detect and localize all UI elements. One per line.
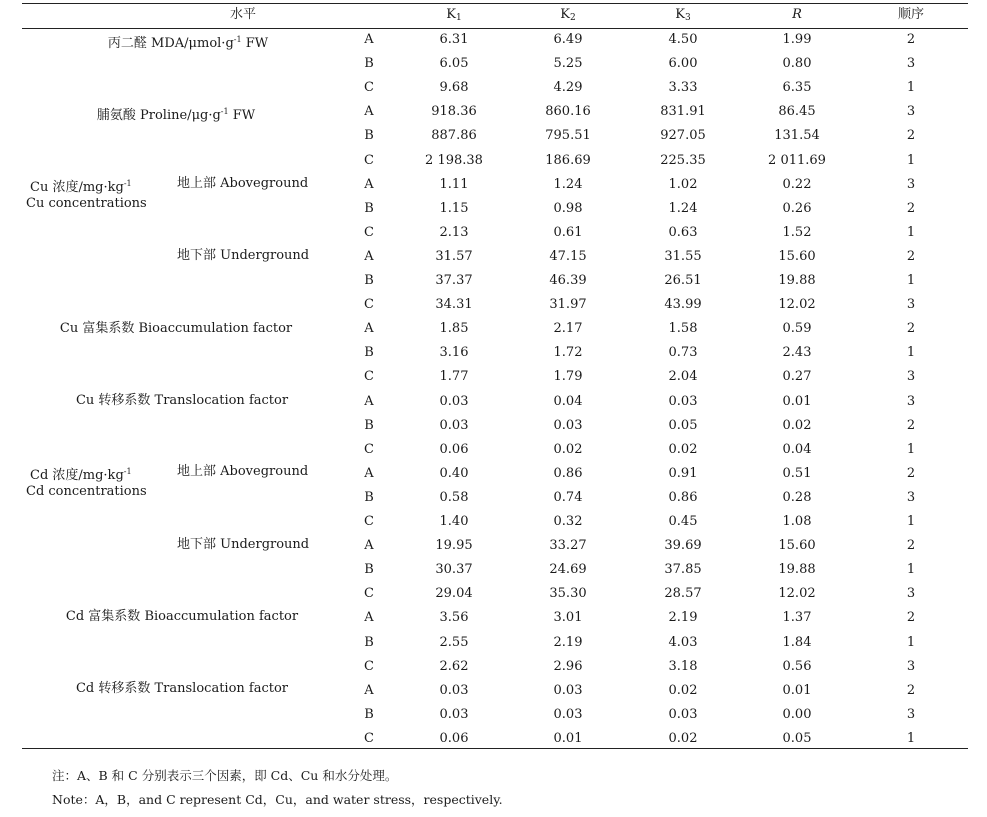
r-cell: 0.26	[782, 200, 812, 216]
table-note-en: Note：A，B，and C represent Cd，Cu，and water stress，respectively.	[52, 792, 503, 807]
header-k1-subscript: 1	[455, 13, 462, 23]
factor-cell: A	[364, 176, 374, 192]
order-cell: 3	[906, 104, 916, 120]
r-cell: 19.88	[778, 562, 816, 578]
group-label-mda-tail: FW	[241, 36, 269, 51]
group-label-cd-translocation: Cd 转移系数 Translocation factor	[75, 681, 289, 696]
factor-cell: C	[364, 152, 374, 168]
table-bottom-rule	[22, 748, 968, 749]
table-top-rule	[22, 3, 968, 4]
k2-cell: 46.39	[549, 273, 587, 288]
k2-cell: 0.01	[553, 730, 583, 746]
k2-cell: 3.01	[553, 610, 583, 626]
k3-cell: 0.03	[668, 706, 698, 722]
factor-cell: B	[364, 562, 374, 578]
order-cell: 2	[906, 200, 916, 216]
order-cell: 1	[906, 345, 916, 361]
group-label-cu-concentration	[30, 176, 132, 196]
k2-cell: 0.86	[553, 465, 583, 481]
k3-cell: 0.03	[668, 393, 698, 409]
r-cell: 0.01	[782, 393, 812, 409]
group-label-cu-translocation: Cu 转移系数 Translocation factor	[75, 393, 289, 408]
k3-cell: 0.02	[668, 682, 698, 698]
order-cell: 2	[906, 682, 916, 698]
k3-cell: 1.02	[668, 176, 698, 192]
r-cell: 15.60	[778, 248, 816, 264]
r-cell: 1.37	[782, 610, 812, 626]
factor-cell: A	[364, 465, 374, 481]
factor-cell: B	[364, 273, 374, 288]
k1-cell: 0.03	[439, 417, 469, 433]
k3-cell: 6.00	[668, 56, 698, 72]
group-label-mda	[108, 32, 268, 52]
group-label-cu-bioaccumulation: Cu 富集系数 Bioaccumulation factor	[59, 321, 293, 336]
factor-cell: A	[364, 104, 374, 120]
order-cell: 1	[906, 562, 916, 578]
k3-cell: 0.45	[668, 514, 698, 529]
factor-cell: B	[364, 489, 374, 505]
k2-cell: 0.04	[553, 393, 583, 409]
k3-cell: 0.02	[668, 730, 698, 746]
factor-cell: C	[364, 224, 374, 240]
k2-cell: 6.49	[553, 32, 583, 47]
factor-cell: B	[364, 634, 374, 650]
k2-cell: 33.27	[549, 538, 587, 554]
header-k3-letter: K	[675, 7, 685, 22]
k2-cell: 31.97	[549, 297, 587, 313]
r-cell: 2 011.69	[768, 152, 826, 168]
factor-cell: A	[364, 248, 374, 264]
group-label-cd-concentration-en: Cd concentrations	[26, 484, 147, 499]
factor-cell: C	[364, 369, 374, 385]
order-cell: 2	[906, 128, 916, 144]
order-cell: 3	[906, 586, 916, 602]
factor-cell: B	[364, 417, 374, 433]
r-cell: 15.60	[778, 538, 816, 554]
order-cell: 1	[906, 441, 916, 457]
k3-cell: 31.55	[664, 248, 702, 264]
r-cell: 0.28	[782, 489, 812, 505]
k2-cell: 2.17	[553, 321, 583, 337]
r-cell: 0.56	[782, 658, 812, 674]
factor-cell: A	[364, 682, 374, 698]
group-label-cd-concentration-sup: -1	[123, 467, 132, 476]
factor-cell: A	[364, 610, 374, 626]
header-k2	[560, 7, 575, 26]
header-k3	[675, 7, 690, 26]
k2-cell: 2.96	[553, 658, 583, 674]
k3-cell: 2.04	[668, 369, 698, 385]
group-label-proline-tail: FW	[228, 108, 256, 123]
k1-cell: 1.15	[439, 200, 469, 216]
r-cell: 1.52	[782, 224, 812, 240]
sub-label-cu-aboveground: 地上部 Aboveground	[177, 176, 309, 191]
order-cell: 1	[906, 634, 916, 650]
r-cell: 12.02	[778, 586, 816, 602]
sub-label-cd-aboveground: 地上部 Aboveground	[177, 464, 309, 479]
order-cell: 3	[906, 706, 916, 722]
factor-cell: B	[364, 345, 374, 361]
r-cell: 131.54	[774, 128, 820, 144]
k1-cell: 2 198.38	[425, 152, 483, 168]
r-cell: 0.01	[782, 682, 812, 698]
r-cell: 19.88	[778, 273, 816, 288]
k1-cell: 1.40	[439, 514, 469, 529]
k3-cell: 1.24	[668, 200, 698, 216]
k1-cell: 31.57	[435, 248, 473, 264]
r-cell: 0.51	[782, 465, 812, 481]
group-label-cu-concentration-text: Cu 浓度/mg·kg	[30, 180, 124, 195]
group-label-cu-concentration-sup: -1	[123, 179, 132, 188]
header-k2-subscript: 2	[569, 13, 576, 23]
k1-cell: 0.06	[439, 730, 469, 746]
k1-cell: 887.86	[431, 128, 477, 144]
k1-cell: 1.11	[439, 176, 469, 192]
header-order: 顺序	[897, 7, 925, 22]
header-k1-letter: K	[446, 7, 456, 22]
factor-cell: B	[364, 56, 374, 72]
r-cell: 0.02	[782, 417, 812, 433]
factor-cell: C	[364, 730, 374, 746]
k1-cell: 6.05	[439, 56, 469, 72]
k3-cell: 0.91	[668, 465, 698, 481]
r-cell: 6.35	[782, 80, 812, 96]
header-k3-subscript: 3	[684, 13, 691, 23]
k3-cell: 3.33	[668, 80, 698, 96]
k1-cell: 0.03	[439, 706, 469, 722]
order-cell: 3	[906, 393, 916, 409]
k1-cell: 19.95	[435, 538, 473, 554]
k3-cell: 4.03	[668, 634, 698, 650]
k2-cell: 860.16	[545, 104, 591, 120]
r-cell: 0.22	[782, 176, 812, 192]
sub-label-cd-underground: 地下部 Underground	[177, 537, 310, 552]
factor-cell: C	[364, 514, 374, 529]
k2-cell: 0.02	[553, 441, 583, 457]
k3-cell: 28.57	[664, 586, 702, 602]
k3-cell: 37.85	[664, 562, 702, 578]
r-cell: 0.04	[782, 441, 812, 457]
order-cell: 2	[906, 248, 916, 264]
group-label-cu-concentration-en: Cu concentrations	[26, 196, 147, 211]
order-cell: 1	[906, 730, 916, 746]
group-label-cd-concentration-text: Cd 浓度/mg·kg	[30, 468, 124, 483]
r-cell: 0.80	[782, 56, 812, 72]
k1-cell: 9.68	[439, 80, 469, 96]
k2-cell: 24.69	[549, 562, 587, 578]
factor-cell: C	[364, 297, 374, 313]
k1-cell: 3.56	[439, 610, 469, 626]
order-cell: 1	[906, 224, 916, 240]
order-cell: 2	[906, 465, 916, 481]
k3-cell: 3.18	[668, 658, 698, 674]
header-k2-letter: K	[560, 7, 570, 22]
k2-cell: 795.51	[545, 128, 591, 144]
order-cell: 2	[906, 417, 916, 433]
k1-cell: 0.58	[439, 489, 469, 505]
header-level: 水平	[229, 7, 257, 22]
order-cell: 3	[906, 56, 916, 72]
k2-cell: 0.98	[553, 200, 583, 216]
k2-cell: 186.69	[545, 152, 591, 168]
k1-cell: 0.03	[439, 682, 469, 698]
k3-cell: 0.63	[668, 224, 698, 240]
k3-cell: 225.35	[660, 152, 706, 168]
factor-cell: C	[364, 441, 374, 457]
k1-cell: 1.77	[439, 369, 469, 385]
k2-cell: 35.30	[549, 586, 587, 602]
k1-cell: 2.62	[439, 658, 469, 674]
r-cell: 1.84	[782, 634, 812, 650]
k3-cell: 2.19	[668, 610, 698, 626]
group-label-mda-sup: -1	[233, 35, 242, 44]
k1-cell: 2.13	[439, 224, 469, 240]
order-cell: 3	[906, 658, 916, 674]
group-label-proline-sup: -1	[220, 107, 229, 116]
group-label-mda-text: 丙二醛 MDA/μmol·g	[107, 36, 234, 51]
k2-cell: 0.32	[553, 514, 583, 529]
factor-cell: C	[364, 80, 374, 96]
k3-cell: 0.05	[668, 417, 698, 433]
order-cell: 3	[906, 176, 916, 192]
r-cell: 86.45	[778, 104, 816, 120]
k2-cell: 0.03	[553, 682, 583, 698]
header-k1	[446, 7, 461, 26]
k2-cell: 0.03	[553, 417, 583, 433]
k1-cell: 2.55	[439, 634, 469, 650]
factor-cell: A	[364, 538, 374, 554]
k1-cell: 0.06	[439, 441, 469, 457]
k3-cell: 43.99	[664, 297, 702, 313]
k3-cell: 1.58	[668, 321, 698, 337]
order-cell: 2	[906, 32, 916, 47]
r-cell: 2.43	[782, 345, 812, 361]
header-r: R	[792, 7, 802, 22]
r-cell: 0.59	[782, 321, 812, 337]
k1-cell: 34.31	[435, 297, 473, 313]
factor-cell: A	[364, 32, 374, 47]
factor-cell: A	[364, 321, 374, 337]
order-cell: 1	[906, 152, 916, 168]
group-label-proline-text: 脯氨酸 Proline/μg·g	[96, 108, 221, 123]
k3-cell: 39.69	[664, 538, 702, 554]
factor-cell: B	[364, 706, 374, 722]
sub-label-cu-underground: 地下部 Underground	[177, 248, 310, 263]
k1-cell: 30.37	[435, 562, 473, 578]
k2-cell: 5.25	[553, 56, 583, 72]
k2-cell: 2.19	[553, 634, 583, 650]
k1-cell: 1.85	[439, 321, 469, 337]
k3-cell: 0.86	[668, 489, 698, 505]
k2-cell: 0.03	[553, 706, 583, 722]
table-header-rule	[22, 28, 968, 29]
k1-cell: 3.16	[439, 345, 469, 361]
order-cell: 3	[906, 297, 916, 313]
r-cell: 0.27	[782, 369, 812, 385]
k2-cell: 1.24	[553, 176, 583, 192]
factor-cell: C	[364, 586, 374, 602]
order-cell: 2	[906, 538, 916, 554]
r-cell: 1.99	[782, 32, 812, 47]
r-cell: 0.00	[782, 706, 812, 722]
k2-cell: 1.72	[553, 345, 583, 361]
k1-cell: 0.40	[439, 465, 469, 481]
k3-cell: 927.05	[660, 128, 706, 144]
group-label-cd-bioaccumulation: Cd 富集系数 Bioaccumulation factor	[65, 609, 299, 624]
factor-cell: A	[364, 393, 374, 409]
k1-cell: 6.31	[439, 32, 469, 47]
order-cell: 2	[906, 321, 916, 337]
table-note-zh: 注：A、B 和 C 分别表示三个因素，即 Cd、Cu 和水分处理。	[52, 768, 398, 783]
order-cell: 1	[906, 514, 916, 529]
k2-cell: 0.61	[553, 224, 583, 240]
k1-cell: 0.03	[439, 393, 469, 409]
order-cell: 3	[906, 369, 916, 385]
k3-cell: 26.51	[664, 273, 702, 288]
group-label-proline	[97, 104, 255, 124]
order-cell: 3	[906, 489, 916, 505]
k2-cell: 1.79	[553, 369, 583, 385]
k1-cell: 29.04	[435, 586, 473, 602]
r-cell: 12.02	[778, 297, 816, 313]
factor-cell: B	[364, 128, 374, 144]
order-cell: 1	[906, 80, 916, 96]
factor-cell: B	[364, 200, 374, 216]
order-cell: 2	[906, 610, 916, 626]
k3-cell: 4.50	[668, 32, 698, 47]
k2-cell: 4.29	[553, 80, 583, 96]
k2-cell: 0.74	[553, 489, 583, 505]
k3-cell: 0.73	[668, 345, 698, 361]
order-cell: 1	[906, 273, 916, 288]
k3-cell: 0.02	[668, 441, 698, 457]
k3-cell: 831.91	[660, 104, 706, 120]
k1-cell: 918.36	[431, 104, 477, 120]
k1-cell: 37.37	[435, 273, 473, 288]
factor-cell: C	[364, 658, 374, 674]
group-label-cd-concentration	[30, 464, 132, 484]
r-cell: 1.08	[782, 514, 812, 529]
r-cell: 0.05	[782, 730, 812, 746]
k2-cell: 47.15	[549, 248, 587, 264]
